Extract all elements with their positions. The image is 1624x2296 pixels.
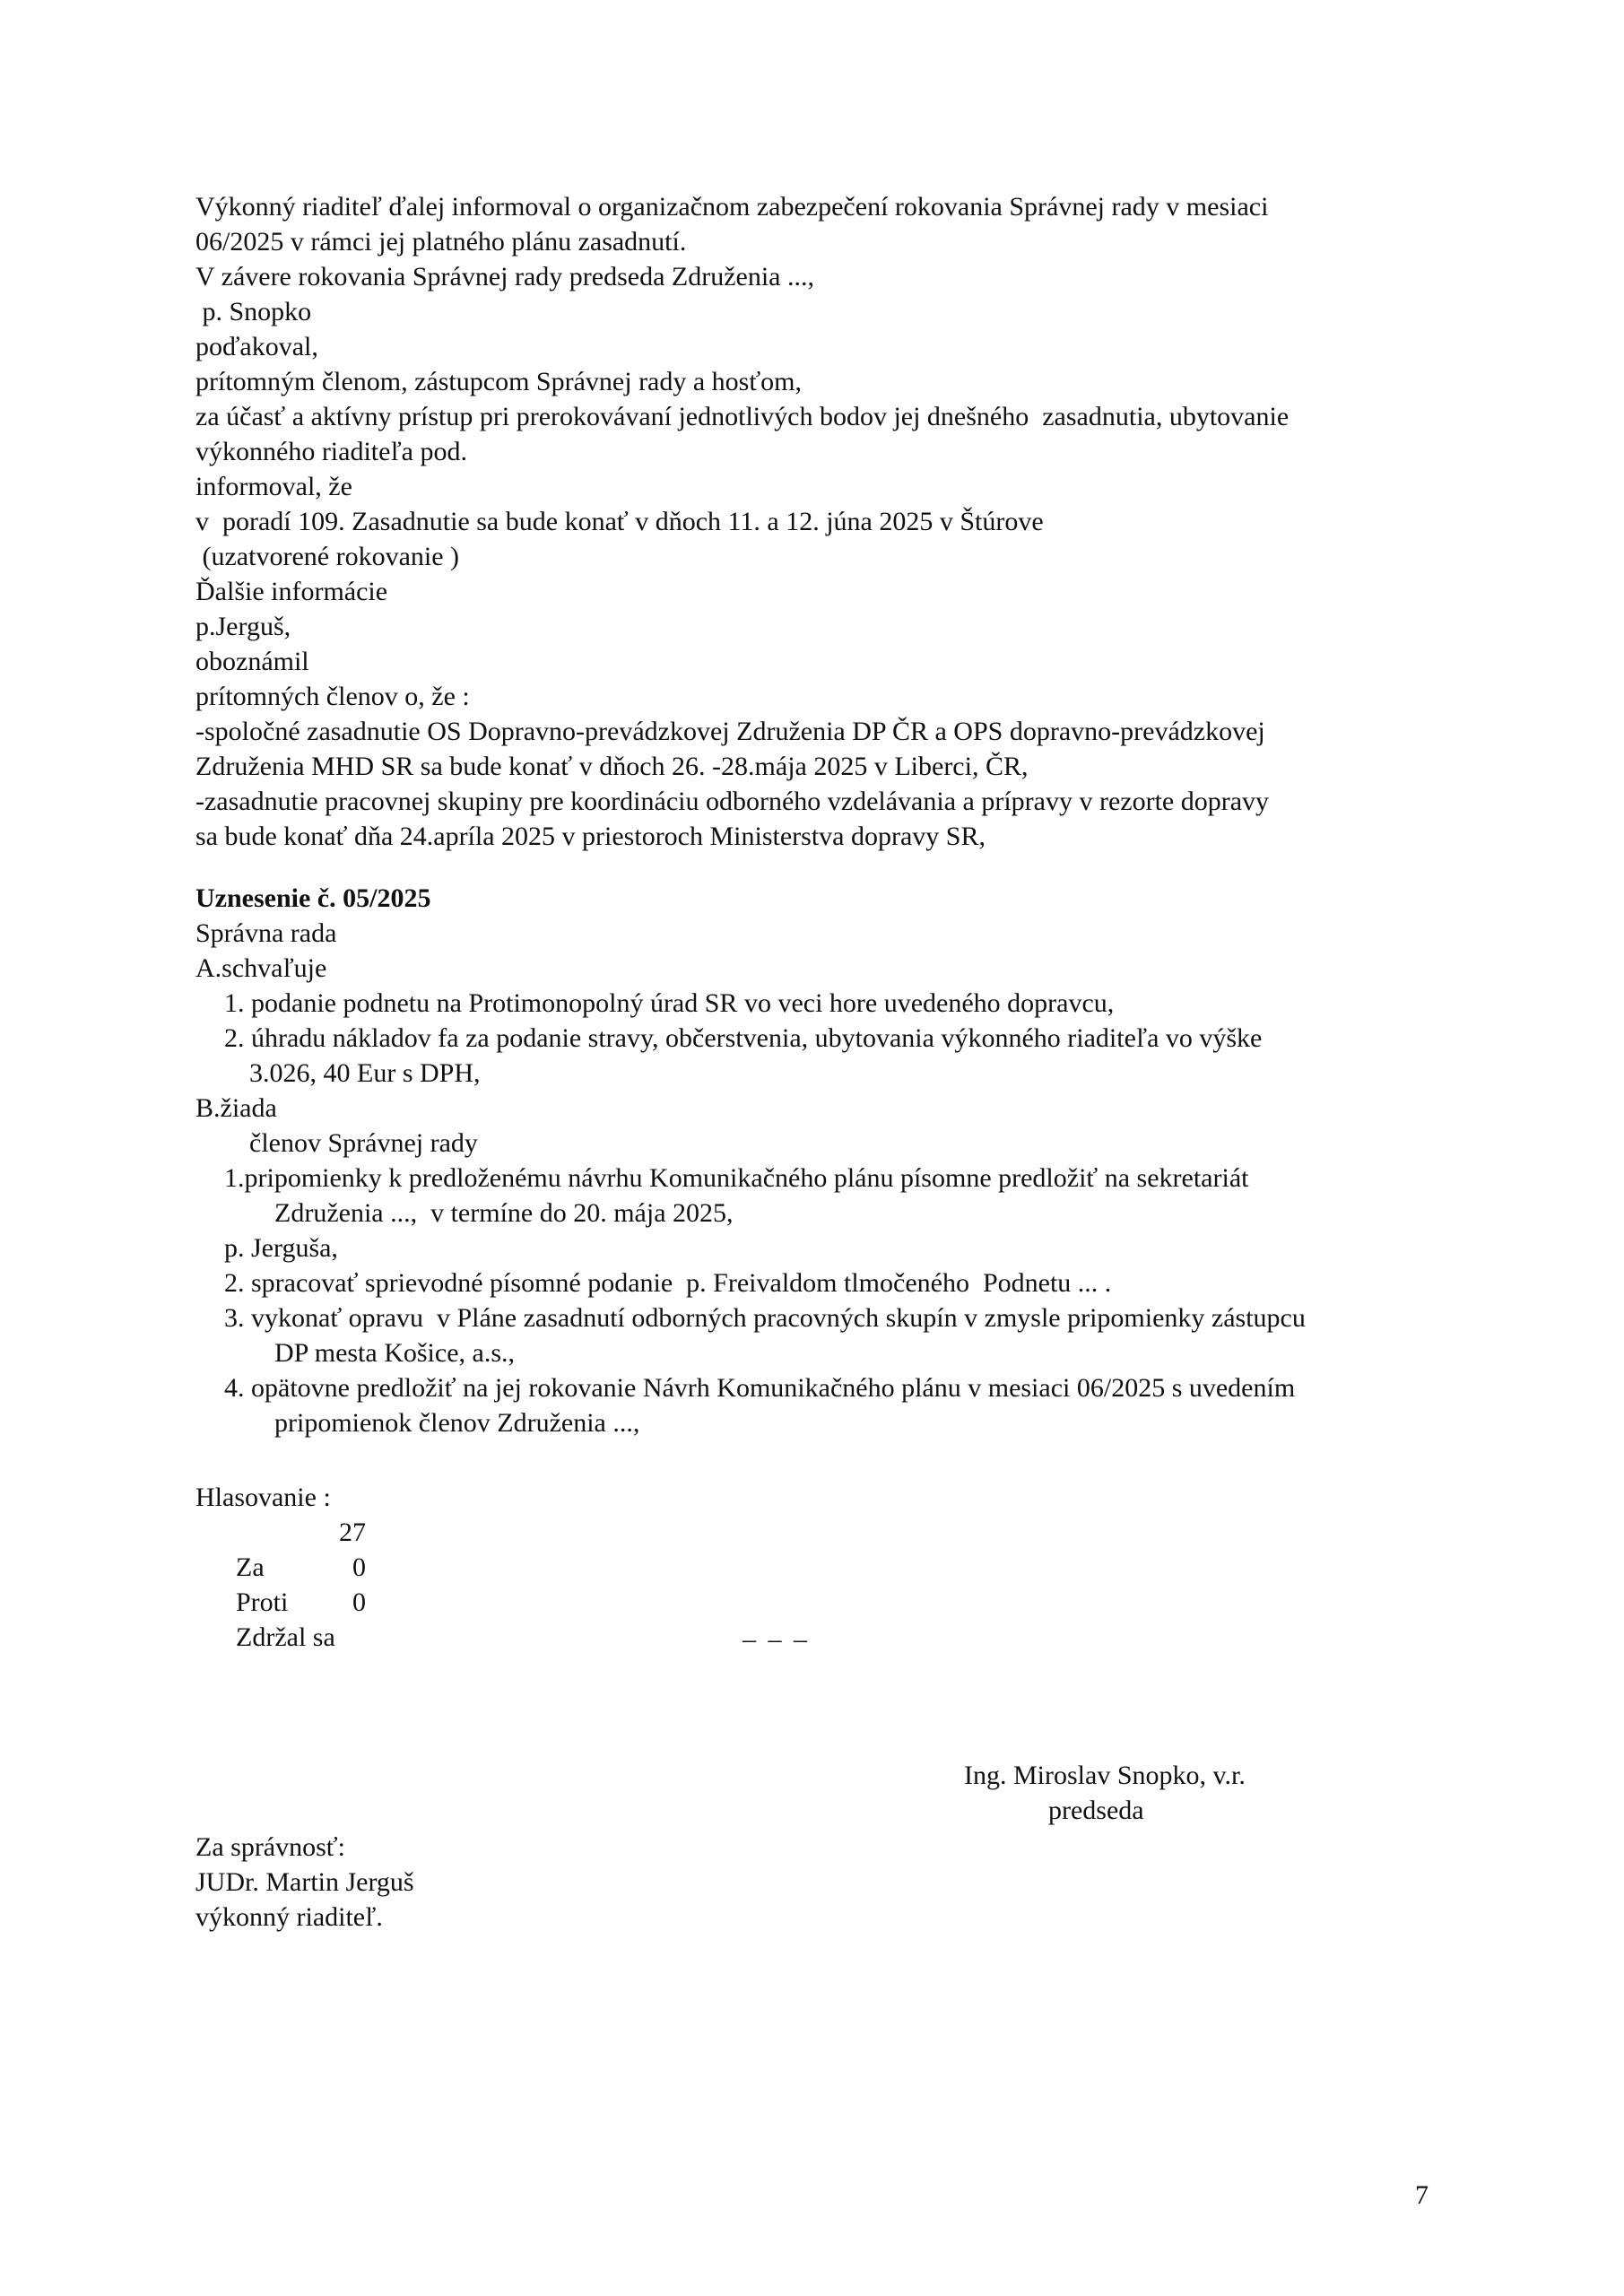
text-line: A.schvaľuje: [195, 953, 327, 983]
vote-value: 0: [352, 1552, 366, 1582]
vote-row-zdrzal: [195, 1585, 554, 1652]
resolution-section: [195, 881, 1451, 1440]
text-line: Združenia MHD SR sa bude konať v dňoch 26. -28.mája 2025 v Liberci, ČR,: [195, 752, 1029, 781]
text-line: Združenia ..., v termíne do 20. mája 2025,: [274, 1198, 734, 1228]
text-line: (uzatvorené rokovanie ): [195, 542, 460, 571]
text-line: Správna rada: [195, 918, 337, 948]
voting-section: [195, 1480, 554, 1652]
text-line: oboznámil: [195, 647, 309, 676]
text-line: p. Jerguša,: [224, 1233, 338, 1263]
text-line: členov Správnej rady: [249, 1128, 478, 1158]
text-line: DP mesta Košice, a.s.,: [274, 1338, 516, 1368]
text-line: pripomienok členov Združenia ...,: [274, 1408, 640, 1438]
text-line: 06/2025 v rámci jej platného plánu zasadnutí.: [195, 227, 687, 257]
minutes-body: [195, 189, 1451, 854]
text-line: 2. úhradu nákladov fa za podanie stravy, občerstvenia, ubytovania výkonného riaditeľa vo výške: [224, 1023, 1263, 1053]
resolution-title: Uznesenie č. 05/2025: [195, 883, 431, 913]
correctness-name: JUDr. Martin Jerguš: [195, 1867, 414, 1897]
text-line: 3.026, 40 Eur s DPH,: [249, 1058, 481, 1088]
text-line: B.žiada: [195, 1093, 277, 1123]
voting-title: Hlasovanie :: [195, 1483, 331, 1512]
text-line: p.Jerguš,: [195, 612, 291, 641]
text-line: sa bude konať dňa 24.apríla 2025 v priestoroch Ministerstva dopravy SR,: [195, 822, 986, 851]
text-line: p. Snopko: [195, 297, 312, 326]
vote-label: Proti: [236, 1587, 289, 1617]
text-line: v poradí 109. Zasadnutie sa bude konať v dňoch 11. a 12. júna 2025 v Štúrove: [195, 507, 1044, 536]
text-line: -zasadnutie pracovnej skupiny pre koordináciu odborného vzdelávania a prípravy v rezorte dopravy: [195, 787, 1270, 816]
signature-name: Ing. Miroslav Snopko, v.r.: [964, 1761, 1246, 1790]
text-line: 1. podanie podnetu na Protimonopolný úrad SR vo veci hore uvedeného dopravcu,: [224, 988, 1115, 1018]
text-line: Ďalšie informácie: [195, 577, 388, 606]
correctness-label: Za správnosť:: [195, 1832, 345, 1862]
text-line: 1.pripomienky k predloženému návrhu Komunikačného plánu písomne predložiť na sekretariát: [224, 1163, 1249, 1193]
page-number: 7: [1415, 2180, 1429, 2210]
vote-value: 0: [352, 1587, 366, 1617]
correctness-block: [195, 1830, 414, 1935]
text-line: za účasť a aktívny prístup pri prerokovávaní jednotlivých bodov jej dnešného zasadnutia, ubytovanie: [195, 402, 1290, 431]
vote-value: 27: [339, 1518, 366, 1547]
vote-row-proti: [195, 1550, 554, 1617]
separator: – – –: [743, 1624, 810, 1654]
text-line: 3. vykonať opravu v Pláne zasadnutí odborných pracovných skupín v zmysle pripomienky zástupcu: [224, 1303, 1306, 1333]
text-line: výkonného riaditeľa pod.: [195, 437, 467, 466]
text-line: 2. spracovať sprievodné písomné podanie p. Freivaldom tlmočeného Podnetu ... .: [224, 1268, 1112, 1298]
text-line: Výkonný riaditeľ ďalej informoval o organizačnom zabezpečení rokovania Správnej rady v mesiaci: [195, 192, 1269, 222]
text-line: 4. opätovne predložiť na jej rokovanie Návrh Komunikačného plánu v mesiaci 06/2025 s uvedením: [224, 1373, 1296, 1403]
vote-label: Za: [236, 1552, 265, 1582]
text-line: poďakoval,: [195, 332, 318, 361]
text-line: prítomných členov o, že :: [195, 682, 470, 711]
vote-row-za: [195, 1515, 554, 1582]
text-line: informoval, že: [195, 472, 352, 501]
text-line: V závere rokovania Správnej rady predseda Združenia ...,: [195, 262, 814, 291]
vote-label: Zdržal sa: [236, 1622, 335, 1652]
text-line: prítomným členom, zástupcom Správnej rady a hosťom,: [195, 367, 803, 396]
text-line: -spoločné zasadnutie OS Dopravno-prevádzkovej Združenia DP ČR a OPS dopravno-prevádzkovej: [195, 717, 1265, 746]
signature-role: predseda: [1048, 1796, 1144, 1825]
signature-block: [964, 1758, 1246, 1828]
correctness-role: výkonný riaditeľ.: [195, 1902, 383, 1932]
